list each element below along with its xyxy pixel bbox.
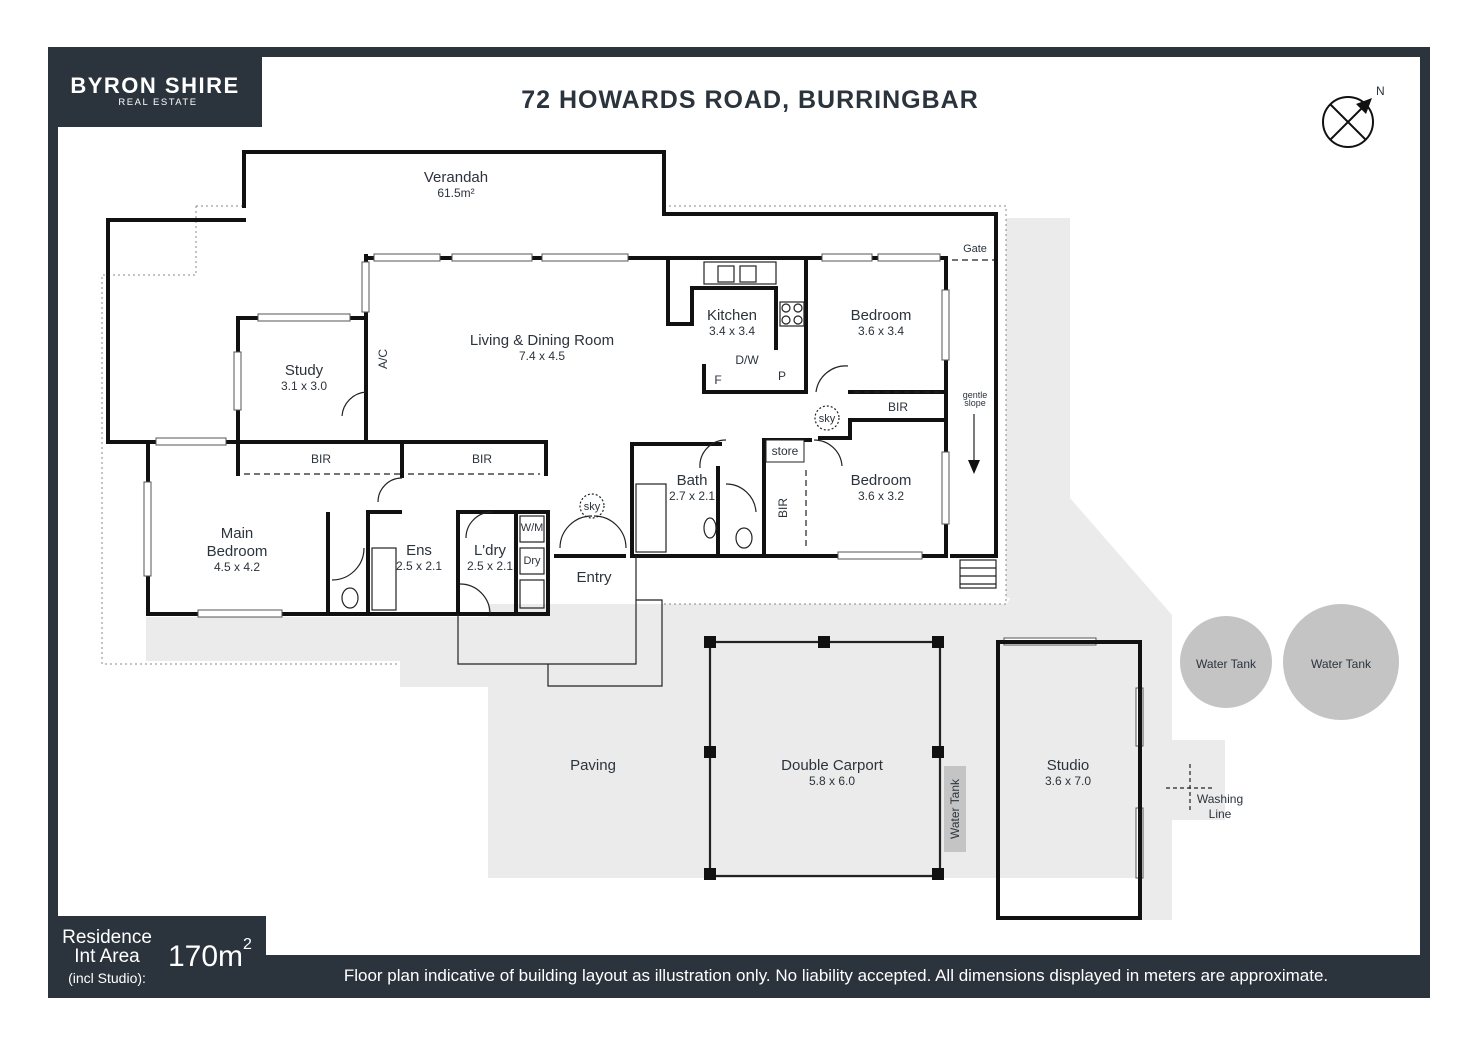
gate-label: Gate xyxy=(963,243,987,255)
studio-label: Studio xyxy=(1046,757,1090,774)
washing-label: Washing xyxy=(1196,792,1244,806)
study-label: Study xyxy=(284,362,324,379)
gentle-label: gentle xyxy=(962,390,988,400)
carport-dims: 5.8 x 6.0 xyxy=(808,774,856,788)
carport-label: Double Carport xyxy=(781,757,883,774)
kitchen-dims: 3.4 x 3.4 xyxy=(708,324,756,338)
slope-label: slope xyxy=(964,398,986,408)
dw-label: D/W xyxy=(735,353,759,367)
ensuite-label: Ens xyxy=(406,542,432,559)
kitchen-label: Kitchen xyxy=(706,307,758,324)
area-summary xyxy=(48,916,266,998)
water-tank-carport-label: Water Tank xyxy=(948,778,962,840)
bir-bedroom2-label: BIR xyxy=(776,497,790,519)
wm-label: W/M xyxy=(520,522,544,534)
paving-label: Paving xyxy=(570,757,616,774)
disclaimer: Floor plan indicative of building layout as illustration only. No liability accepted. All dimensions displayed in meters are approximate. xyxy=(343,966,1329,985)
page-title: 72 HOWARDS ROAD, BURRINGBAR xyxy=(521,86,979,114)
brand-subtitle: REAL ESTATE xyxy=(118,97,198,108)
verandah-dims: 61.5m² xyxy=(437,186,475,200)
verandah-label: Verandah xyxy=(423,169,489,186)
bedroom1-label: Bedroom xyxy=(850,307,912,324)
sky-entry-label: sky xyxy=(583,501,601,513)
area-label-1: Residence xyxy=(62,927,152,948)
bir-bedroom1-label: BIR xyxy=(887,400,909,414)
compass-icon xyxy=(1323,84,1385,147)
area-number: 170m xyxy=(168,940,244,973)
store-label: store xyxy=(771,444,799,458)
laundry-label: L'dry xyxy=(473,542,507,559)
study-dims: 3.1 x 3.0 xyxy=(280,379,328,393)
area-label-2: Int Area xyxy=(74,946,140,967)
bir-study-label: BIR xyxy=(310,452,332,466)
sky-hall-label: sky xyxy=(818,413,836,425)
area-label-3: (incl Studio): xyxy=(68,970,146,986)
brand-name: BYRON SHIRE xyxy=(70,73,240,98)
main-bedroom-dims: 4.5 x 4.2 xyxy=(213,560,261,574)
living-label: Living & Dining Room xyxy=(469,332,615,349)
ensuite-dims: 2.5 x 2.1 xyxy=(395,559,443,573)
studio-dims: 3.6 x 7.0 xyxy=(1044,774,1092,788)
bath-label: Bath xyxy=(676,472,708,489)
living-dims: 7.4 x 4.5 xyxy=(518,349,566,363)
line-label: Line xyxy=(1208,807,1232,821)
entry-label: Entry xyxy=(576,569,612,586)
compass-letter: N xyxy=(1376,84,1385,98)
bir-main-label: BIR xyxy=(471,452,493,466)
ac-label: A/C xyxy=(376,348,390,370)
pantry-label: P xyxy=(777,369,787,383)
area-label xyxy=(52,928,162,966)
bath-dims: 2.7 x 2.1 xyxy=(668,489,716,503)
brand-logo xyxy=(48,47,262,127)
laundry-dims: 2.5 x 2.1 xyxy=(466,559,514,573)
water-tank-small-label: Water Tank xyxy=(1195,657,1257,671)
fridge-label: F xyxy=(714,373,722,387)
wardrobe-rails xyxy=(244,260,994,548)
area-value xyxy=(168,936,252,974)
main-bedroom-label1: Main xyxy=(220,525,254,542)
dry-label: Dry xyxy=(523,555,541,567)
water-tank-large-label: Water Tank xyxy=(1310,657,1372,671)
bedroom1-dims: 3.6 x 3.4 xyxy=(857,324,905,338)
main-bedroom-label2: Bedroom xyxy=(206,543,268,560)
bedroom2-label: Bedroom xyxy=(850,472,912,489)
bedroom2-dims: 3.6 x 3.2 xyxy=(857,489,905,503)
area-unit-sup: 2 xyxy=(243,936,252,953)
